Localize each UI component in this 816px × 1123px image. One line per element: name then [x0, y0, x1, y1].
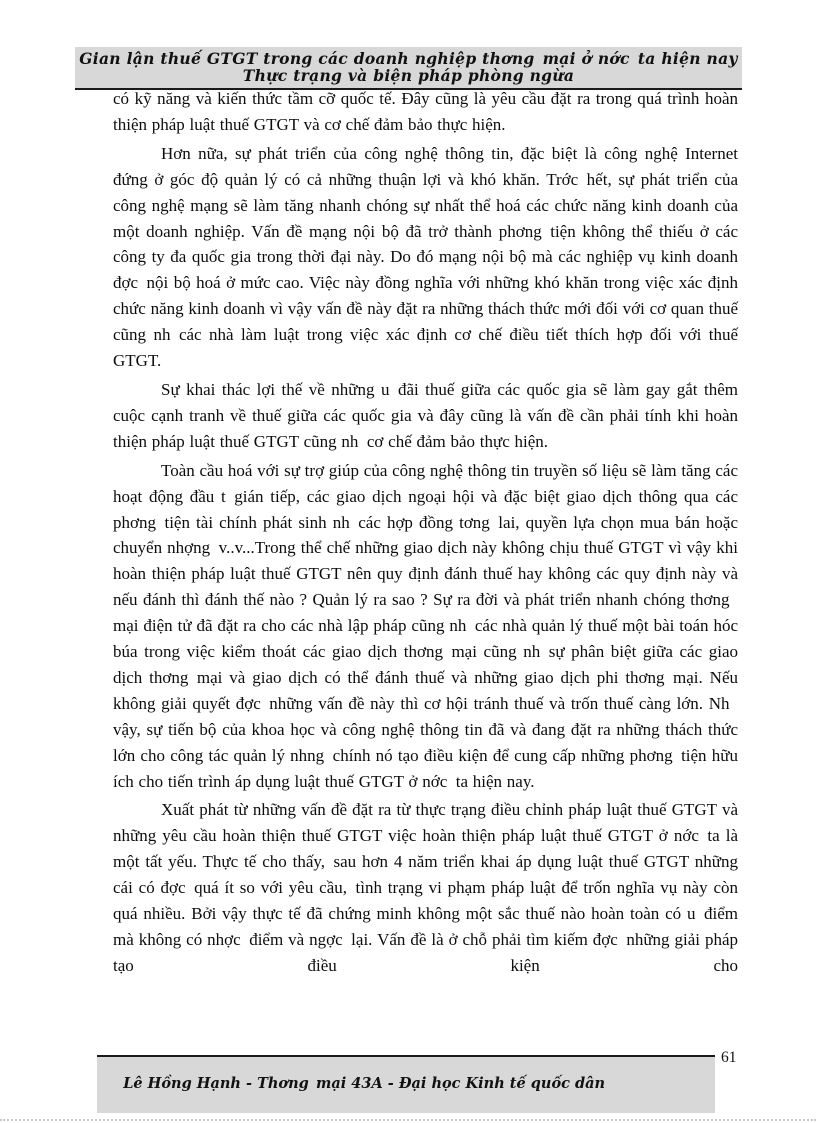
body-paragraph-3: Sự khai thác lợi thế về những u đãi thuế giữa các quốc gia sẽ làm gay gắt thêm cuộc cạnh tranh về thuế giữa các quốc gia và đây cũng là vấn đề cần phải tính khi hoàn thiện pháp luật thuế GTGT cũng nh cơ chế đảm bảo thực hiện. [113, 379, 743, 451]
header-title-line-2: Thực trạng và biện pháp phòng ngừa [242, 66, 575, 85]
body-paragraph-4: Toàn cầu hoá với sự trợ giúp của công nghệ thông tin truyền số liệu sẽ làm tăng các hoạt động đầu t gián tiếp, các giao dịch ngoại hội và đặc biệt giao dịch thông qua các phơng tiện tài chính phát sinh nh các hợp đồng tơng lai, quyền lựa chọn mua bán hoặc chuyển nhợng v..v...Trong thể chế những giao dịch này không chịu thuế GTGT vì vậy khi hoàn thiện pháp luật thuế GTGT nên quy định đánh thuế hay không các quy định này và nếu đánh thì đánh thế nào ? Quản lý ra sao ? Sự ra đời và phát triển nhanh chóng thơng mại điện tử đã đặt ra cho các nhà lập pháp cũng nh các nhà quản lý thuế một bài toán hóc búa trong việc kiểm thoát các giao dịch thơng mại cũng nh sự phân biệt giữa các giao dịch thơng mại và giao dịch có thể đánh thuế và những giao dịch phi thơng mại. Nếu không giải quyết đợc những vấn đề này thì cơ hội tránh thuế và trốn thuế càng lớn. Nh vậy, sự tiến bộ của khoa học và công nghệ thông tin đã và đang đặt ra những thách thức lớn cho công tác quản lý nhng chính nó tạo điều kiện để cung cấp những phơng tiện hữu ích cho tiến trình áp dụng luật thuế GTGT ở nớc ta hiện nay. [113, 460, 743, 791]
header-title-line-1: Gian lận thuế GTGT trong các doanh nghiệp thơng mại ở nớc ta hiện nay [79, 49, 738, 68]
body-paragraph-1: có kỹ năng và kiến thức tầm cỡ quốc tế. Đây cũng là yêu cầu đặt ra trong quá trình hoàn thiện pháp luật thuế GTGT và cơ chế đảm bảo thực hiện. [113, 89, 743, 134]
page-footer-band [97, 1055, 715, 1113]
footer-author-text: Lê Hồng Hạnh - Thơng mại 43A - Đại học Kinh tế quốc dân [123, 1075, 606, 1092]
page-header-band [75, 47, 742, 90]
body-paragraph-2: Hơn nữa, sự phát triển của công nghệ thông tin, đặc biệt là công nghệ Internet đứng ở góc độ quản lý có cả những thuận lợi và khó khăn. Trớc hết, sự phát triển của công nghệ mạng sẽ làm tăng nhanh chóng sự nhất thể hoá các chức năng kinh doanh của một doanh nghiệp. Vấn đề mạng nội bộ đã trở thành phơng tiện không thể thiếu ở các công ty đa quốc gia trong thời đại này. Do đó mạng nội bộ mà các nghiệp vụ kinh doanh đợc nội bộ hoá ở mức cao. Việc này đồng nghĩa với những khó khăn trong việc xác định chức năng kinh doanh vì vậy vấn đề này đặt ra những thách thức mới đối với cơ quan thuế cũng nh các nhà làm luật trong việc xác định cơ chế điều tiết thích hợp đối với thuế GTGT. [113, 143, 743, 371]
body-paragraph-5: Xuất phát từ những vấn đề đặt ra từ thực trạng điều chỉnh pháp luật thuế GTGT và những yêu cầu hoàn thiện thuế GTGT việc hoàn thiện pháp luật thuế GTGT ở nớc ta là một tất yếu. Thực tế cho thấy, sau hơn 4 năm triển khai áp dụng luật thuế GTGT những cái có đợc quá ít so với yêu cầu, tình trạng vi phạm pháp luật để trốn nghĩa vụ này còn quá nhiều. Bởi vậy thực tế đã chứng minh không một sắc thuế nào hoàn toàn có u điểm mà không có nhợc điểm và ngợc lại. Vấn đề là ở chỗ phải tìm kiếm đợc những giải pháp tạo điều kiện cho [113, 800, 743, 975]
page-bottom-boundary [0, 1119, 816, 1121]
document-body [113, 86, 743, 982]
page-number: 61 [721, 1049, 737, 1066]
